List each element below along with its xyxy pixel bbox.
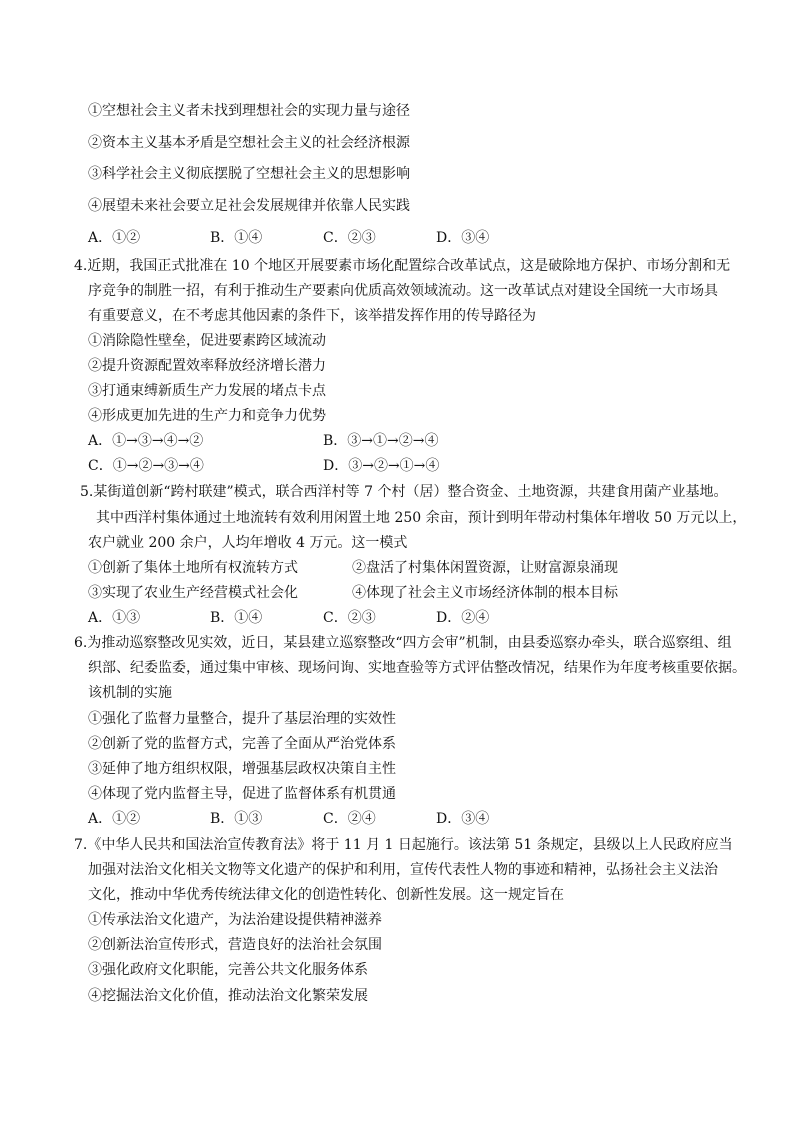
q4-option-a: A．①→③→④→② <box>88 433 204 449</box>
q4-stem-line-1: 4.近期，我国正式批准在 10 个地区开展要素市场化配置综合改革试点，这是破除地方保护、市场分割和无 <box>74 258 731 274</box>
q6-item-1: ①强化了监督力量整合，提升了基层治理的实效性 <box>88 711 396 727</box>
q5-stem-line-1: 5.某街道创新“跨村联建”模式，联合西洋村等 7 个村（居）整合资金、土地资源，共建食用菌产业基地。 <box>80 484 728 500</box>
q7-stem-line-1: 7.《中华人民共和国法治宣传教育法》将于 11 月 1 日起施行。该法第 51 条规定，县级以上人民政府应当 <box>74 837 733 853</box>
q5-items-row-1 <box>88 558 708 578</box>
q3-item-1: ①空想社会主义者未找到理想社会的实现力量与途径 <box>88 103 410 119</box>
q4-stem-line-2: 序竞争的制胜一招，有利于推动生产要素向优质高效领域流动。这一改革试点对建设全国统一大市场具 <box>88 283 718 299</box>
q7-stem-line-3: 文化，推动中华优秀传统法律文化的创造性转化、创新性发展。这一规定旨在 <box>88 887 564 903</box>
q5-option-b: B．①④ <box>210 610 263 626</box>
q6-item-4: ④体现了党内监督主导，促进了监督体系有机贯通 <box>88 786 396 802</box>
q3-item-2: ②资本主义基本矛盾是空想社会主义的社会经济根源 <box>88 135 410 151</box>
q4-item-1: ①消除隐性壁垒，促进要素跨区域流动 <box>88 333 326 349</box>
q5-items-row-2 <box>88 583 708 603</box>
q3-item-4: ④展望未来社会要立足社会发展规律并依靠人民实践 <box>88 198 410 214</box>
q7-item-4: ④挖掘法治文化价值，推动法治文化繁荣发展 <box>88 988 368 1004</box>
q4-options-row-2 <box>88 456 708 476</box>
q6-stem-line-1: 6.为推动巡察整改见实效，近日，某县建立巡察整改“四方会审”机制，由县委巡察办牵头，联合巡察组、组 <box>74 635 732 651</box>
q7-item-3: ③强化政府文化职能，完善公共文化服务体系 <box>88 962 368 978</box>
q6-option-d: D．③④ <box>436 811 490 827</box>
q6-stem-line-3: 该机制的实施 <box>88 685 172 701</box>
q6-item-3: ③延伸了地方组织权限，增强基层政权决策自主性 <box>88 761 396 777</box>
q5-option-a: A．①③ <box>88 610 141 626</box>
q4-stem-line-3: 有重要意义，在不考虑其他因素的条件下，该举措发挥作用的传导路径为 <box>88 308 536 324</box>
q4-item-3: ③打通束缚新质生产力发展的堵点卡点 <box>88 383 326 399</box>
q4-options-row-1 <box>88 431 708 451</box>
q7-stem-line-2: 加强对法治文化相关文物等文化遗产的保护和利用，宣传代表性人物的事迹和精神，弘扬社会主义法治 <box>88 862 718 878</box>
q3-option-c: C．②③ <box>323 230 376 246</box>
q4-item-2: ②提升资源配置效率释放经济增长潜力 <box>88 358 326 374</box>
q3-item-3: ③科学社会主义彻底摆脱了空想社会主义的思想影响 <box>88 166 410 182</box>
q3-option-b: B．①④ <box>210 230 263 246</box>
q6-item-2: ②创新了党的监督方式，完善了全面从严治党体系 <box>88 736 396 752</box>
q7-item-2: ②创新法治宣传形式，营造良好的法治社会氛围 <box>88 937 382 953</box>
q4-option-d: D．③→②→①→④ <box>323 458 440 474</box>
q7-item-1: ①传承法治文化遗产，为法治建设提供精神滋养 <box>88 912 382 928</box>
q5-item-2: ②盘活了村集体闲置资源，让财富源泉涌现 <box>352 560 618 576</box>
q5-item-1: ①创新了集体土地所有权流转方式 <box>88 560 298 576</box>
q5-item-3: ③实现了农业生产经营模式社会化 <box>88 585 298 601</box>
q3-option-d: D．③④ <box>436 230 490 246</box>
q6-option-c: C．②④ <box>323 811 376 827</box>
q4-option-b: B．③→①→②→④ <box>323 433 439 449</box>
q6-option-a: A．①② <box>88 811 141 827</box>
q6-stem-line-2: 织部、纪委监委，通过集中审核、现场问询、实地查验等方式评估整改情况，结果作为年度考核重要依据。 <box>88 660 746 676</box>
q6-options <box>88 809 708 829</box>
q5-stem-line-3: 农户就业 200 余户，人均年增收 4 万元。这一模式 <box>88 535 408 551</box>
q6-option-b: B．①③ <box>210 811 263 827</box>
q5-option-c: C．②③ <box>323 610 376 626</box>
q5-stem-line-2: 其中西洋村集体通过土地流转有效利用闲置土地 250 余亩，预计到明年带动村集体年增收 50 万元以上， <box>96 510 747 526</box>
q3-option-a: A．①② <box>88 230 141 246</box>
q5-item-4: ④体现了社会主义市场经济体制的根本目标 <box>352 585 618 601</box>
q4-item-4: ④形成更加先进的生产力和竞争力优势 <box>88 408 326 424</box>
q4-option-c: C．①→②→③→④ <box>88 458 204 474</box>
q5-option-d: D．②④ <box>436 610 490 626</box>
q5-options <box>88 608 708 628</box>
q3-options <box>88 228 708 248</box>
